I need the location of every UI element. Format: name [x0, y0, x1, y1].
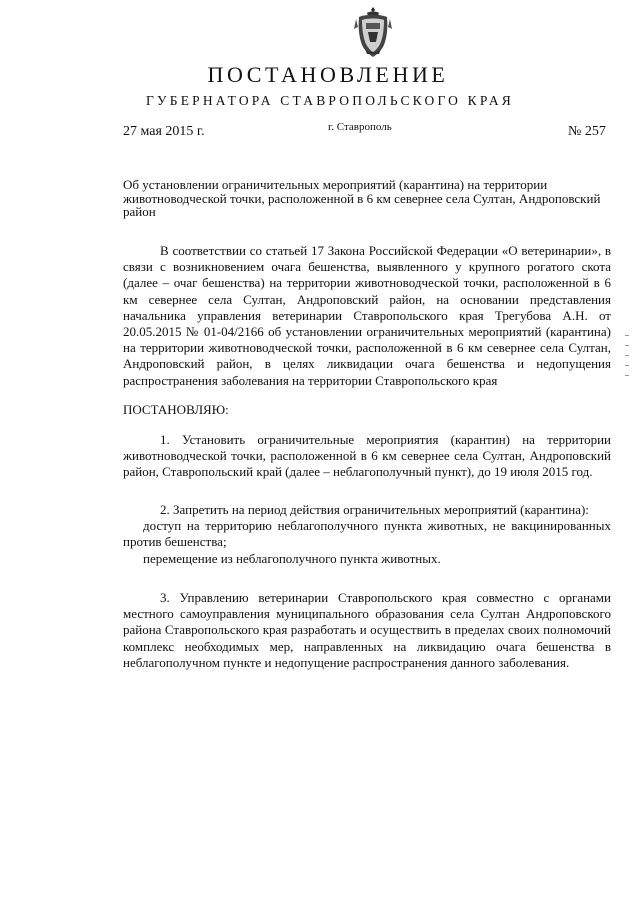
preamble-section: [123, 243, 611, 389]
item-2: [123, 502, 611, 567]
document-subtitle: ГУБЕРНАТОРА СТАВРОПОЛЬСКОГО КРАЯ: [145, 93, 514, 108]
item-3-text: 3. Управлению ветеринарии Ставропольского края совместно с органами местного самоуправления муниципального образования села Султан Андроповского района Ставропольского края разработать и осуществить в пределах своих полномочий комплекс необходимых мер, направленных на ликвидацию очага бешенства в неблагополучном пункте и недопущение распространения данного заболевания.: [123, 590, 611, 670]
margin-mark: [625, 375, 629, 376]
coat-of-arms-emblem: [353, 5, 393, 59]
margin-mark: [625, 355, 629, 356]
decree-word: ПОСТАНОВЛЯЮ:: [123, 402, 229, 417]
preamble-text: В соответствии со статьей 17 Закона Российской Федерации «О ветеринарии», в связи с возникновением очага бешенства, выявленного у крупного рогатого скота (далее – очаг бешенства) на территории животноводческой точки, расположенной в 6 км севернее села Султан, Андроповский район, на основании представления начальника управления ветеринарии Ставропольского края Трегубова А.Н. от 20.05.2015 № 01-04/2166 об установлении ограничительных мероприятий (карантина) на территории животноводческой точки, расположенной в 6 км севернее села Султан, Андроповский район, в целях ликвидации очага бешенства и недопущения распространения заболевания на территории Ставропольского края: [123, 243, 611, 388]
item-1: [123, 432, 611, 481]
document-city: г. Ставрополь: [328, 121, 392, 133]
item-3: [123, 590, 611, 671]
margin-mark: [625, 365, 629, 366]
document-title: ПОСТАНОВЛЕНИЕ: [207, 62, 449, 87]
margin-mark: [625, 345, 629, 346]
decree-section: [123, 402, 611, 418]
item-2-point-a: доступ на территорию неблагополучного пункта животных, не вакцинированных против бешенства;: [123, 518, 611, 550]
document-number: № 257: [568, 124, 606, 139]
document-subject: Об установлении ограничительных мероприятий (карантина) на территории животноводческой точки, расположенной в 6 км севернее села Султан, Андроповский район: [123, 177, 601, 219]
item-2-text: 2. Запретить на период действия ограничительных мероприятий (карантина):: [160, 502, 589, 517]
document-date: 27 мая 2015 г.: [123, 124, 205, 139]
item-1-text: 1. Установить ограничительные мероприятия (карантин) на территории животноводческой точки, расположенной в 6 км севернее села Султан, Андроповский район, Ставропольский край (далее – неблагополучный пункт), до 19 июля 2015 год.: [123, 432, 611, 480]
item-2-point-b: перемещение из неблагополучного пункта животных.: [143, 550, 441, 566]
margin-mark: [625, 335, 629, 336]
